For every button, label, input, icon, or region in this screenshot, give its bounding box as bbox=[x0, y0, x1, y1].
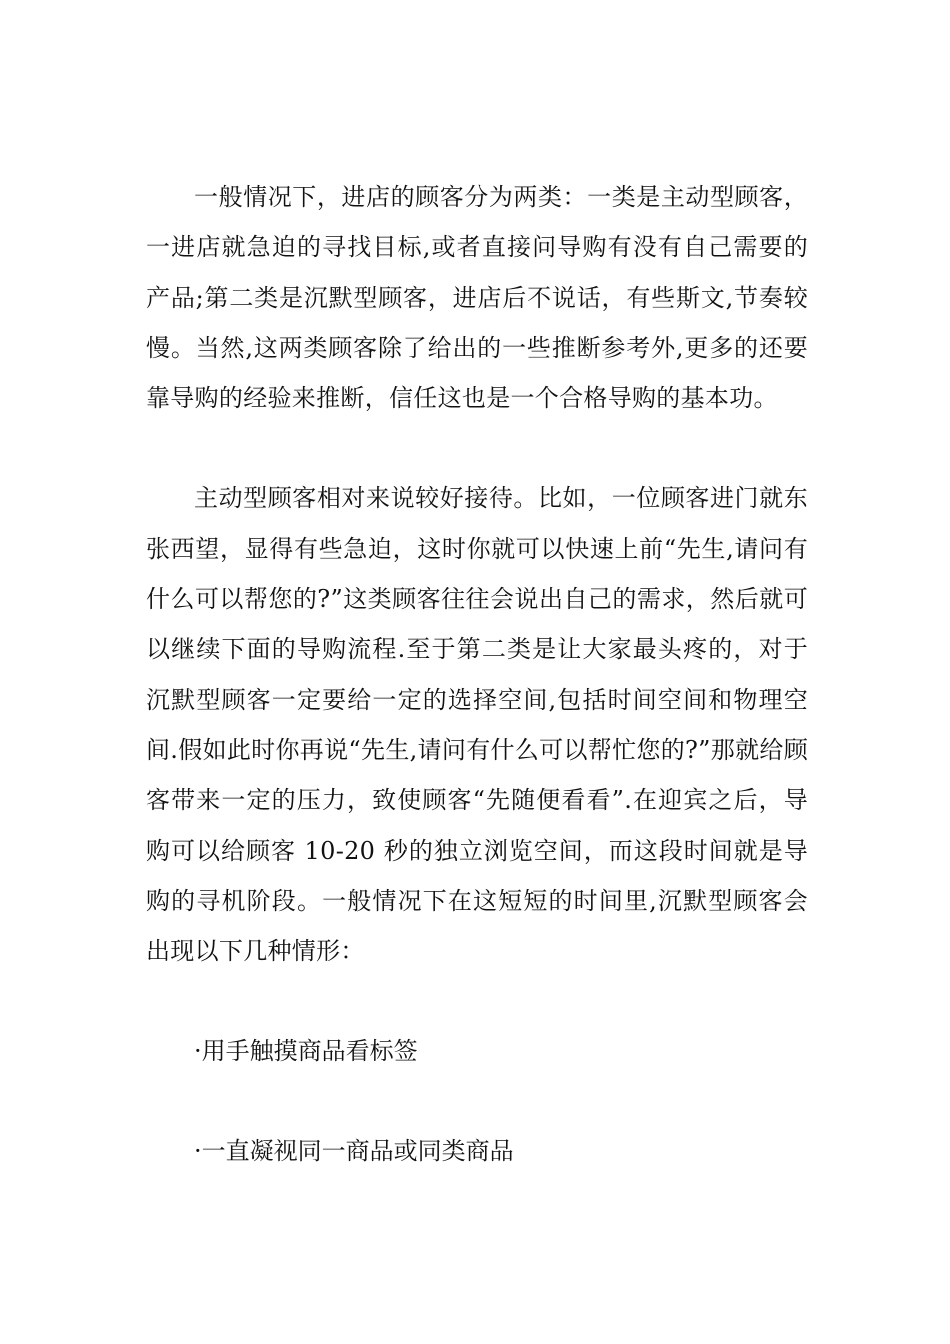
document-body bbox=[146, 172, 808, 1176]
paragraph-serving-customers: 主动型顾客相对来说较好接待。比如，一位顾客进门就东张西望，显得有些急迫，这时你就可以快速上前“先生,请问有什么可以帮您的?”这类顾客往往会说出自己的需求，然后就可以继续下面的导购流程.至于第二类是让大家最头疼的，对于沉默型顾客一定要给一定的选择空间,包括时间空间和物理空间.假如此时你再说“先生,请问有什么可以帮忙您的?”那就给顾客带来一定的压力，致使顾客“先随便看看”.在迎宾之后，导购可以给顾客 10-20 秒的独立浏览空间，而这段时间就是导购的寻机阶段。一般情况下在这短短的时间里,沉默型顾客会出现以下几种情形： bbox=[146, 484, 808, 966]
list-item: ·用手触摸商品看标签 bbox=[194, 1037, 418, 1066]
list-item: ·一直凝视同一商品或同类商品 bbox=[194, 1137, 514, 1166]
paragraph-customer-types: 一般情况下，进店的顾客分为两类：一类是主动型顾客，一进店就急迫的寻找目标,或者直接问导购有没有自己需要的产品;第二类是沉默型顾客，进店后不说话，有些斯文,节奏较慢。当然,这两类顾客除了给出的一些推断参考外,更多的还要靠导购的经验来推断，信任这也是一个合格导购的基本功。 bbox=[146, 183, 808, 413]
